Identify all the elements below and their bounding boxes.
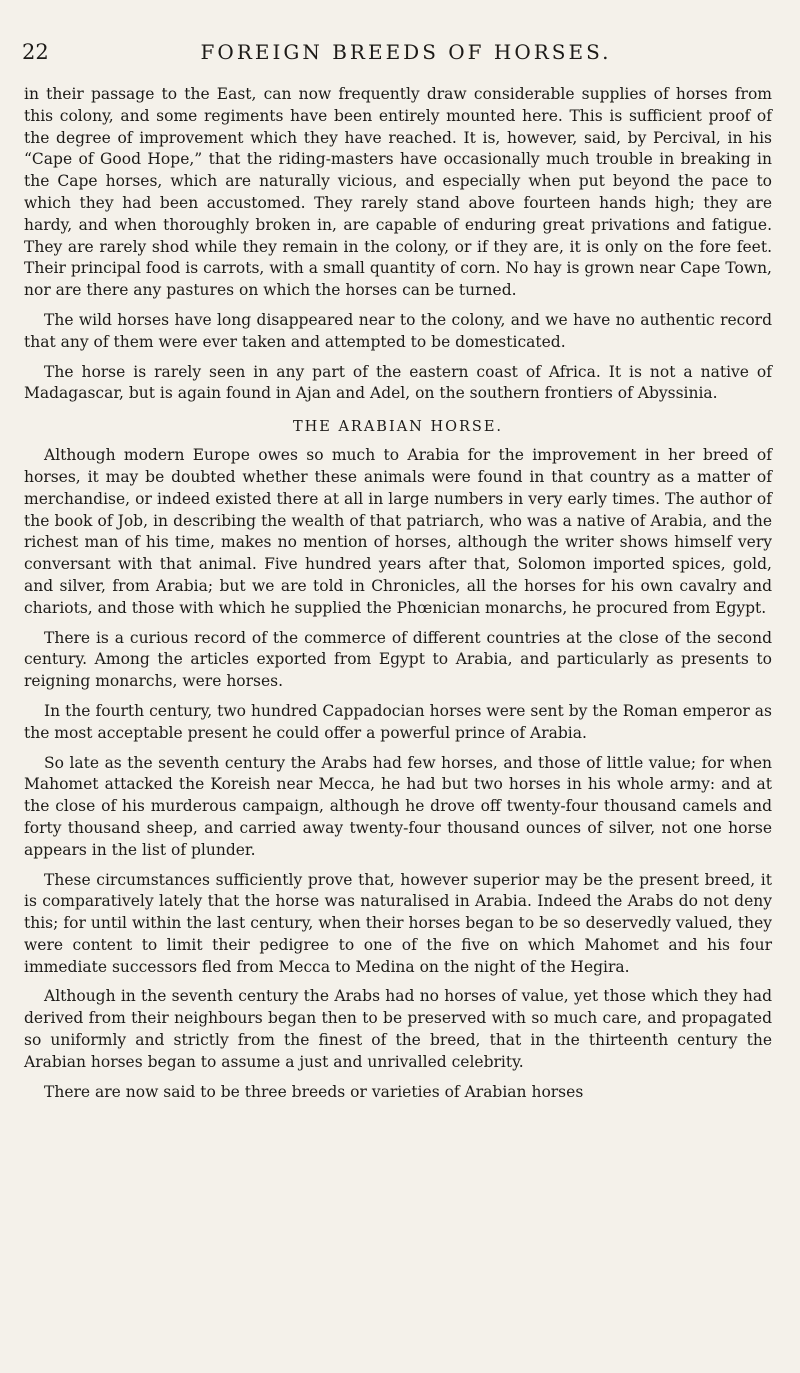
paragraph: These circumstances sufficiently prove that, however superior may be the present breed, it is comparatively lately that the horse was naturalised in Arabia. Indeed the Arabs do not deny this; for until within the last century, when their horses began to be so deservedly valued, they were content to limit their pedigree to one of the five on which Mahomet and his four immediate successors fled from Mecca to Medina on the night of the Hegira. bbox=[24, 870, 772, 976]
running-title: FOREIGN BREEDS OF HORSES. bbox=[200, 40, 612, 64]
page-number: 22 bbox=[22, 40, 49, 64]
page-header bbox=[22, 40, 760, 76]
paragraph: The horse is rarely seen in any part of the eastern coast of Africa. It is not a native of Madagascar, but is again found in Ajan and Adel, on the southern frontiers of Abyssinia. bbox=[24, 362, 772, 403]
paragraph: Although in the seventh century the Arabs had no horses of value, yet those which they had derived from their neighbours began then to be preserved with so much care, and propagated so uniformly and strictly from the finest of the breed, that in the thirteenth century the Arabian horses began to assume a just and unrivalled celebrity. bbox=[24, 987, 772, 1071]
paragraph: Although modern Europe owes so much to Arabia for the improvement in her breed of horses, it may be doubted whether these animals were found in that country as a matter of merchandise, or indeed existed there at all in large numbers in very early times. The author of the book of Job, in describing the wealth of that patriarch, who was a native of Arabia, and the richest man of his time, makes no mention of horses, although the writer shows himself very conversant with that animal. Five hundred years after that, Solomon imported spices, gold, and silver, from Arabia; but we are told in Chronicles, all the horses for his own cavalry and chariots, and those with which he supplied the Phœnician monarchs, he procured from Egypt. bbox=[24, 446, 772, 617]
paragraph: There is a curious record of the commerce of different countries at the close of the second century. Among the articles exported from Egypt to Arabia, and particularly as presents to reigning monarchs, were horses. bbox=[24, 628, 772, 691]
paragraph: There are now said to be three breeds or varieties of Arabian horses bbox=[44, 1082, 584, 1101]
page-body bbox=[24, 84, 772, 1111]
paragraph: The wild horses have long disappeared near to the colony, and we have no authentic record that any of them were ever taken and attempted to be domesticated. bbox=[24, 310, 772, 351]
paragraph: in their passage to the East, can now frequently draw considerable supplies of horses from this colony, and some regiments have been entirely mounted here. This is sufficient proof of the degree of improvement which they have reached. It is, however, said, by Percival, in his “Cape of Good Hope,” that the riding-masters have occasionally much trouble in breaking in the Cape horses, which are naturally vicious, and especially when put beyond the pace to which they had been accustomed. They rarely stand above fourteen hands high; they are hardy, and when thoroughly broken in, are capable of enduring great privations and fatigue. They are rarely shod while they remain in the colony, or if they are, it is only on the fore feet. Their principal food is carrots, with a small quantity of corn. No hay is grown near Cape Town, nor are there any pastures on which the horses can be turned. bbox=[24, 85, 772, 300]
paragraph: So late as the seventh century the Arabs had few horses, and those of little value; for when Mahomet attacked the Koreish near Mecca, he had but two horses in his whole army: and at the close of his murderous campaign, although he drove off twenty-four thousand camels and forty thousand sheep, and carried away twenty-four thousand ounces of silver, not one horse appears in the list of plunder. bbox=[24, 753, 772, 859]
section-heading: THE ARABIAN HORSE. bbox=[292, 419, 504, 436]
paragraph: In the fourth century, two hundred Cappadocian horses were sent by the Roman emperor as the most acceptable present he could offer a powerful prince of Arabia. bbox=[24, 701, 772, 742]
